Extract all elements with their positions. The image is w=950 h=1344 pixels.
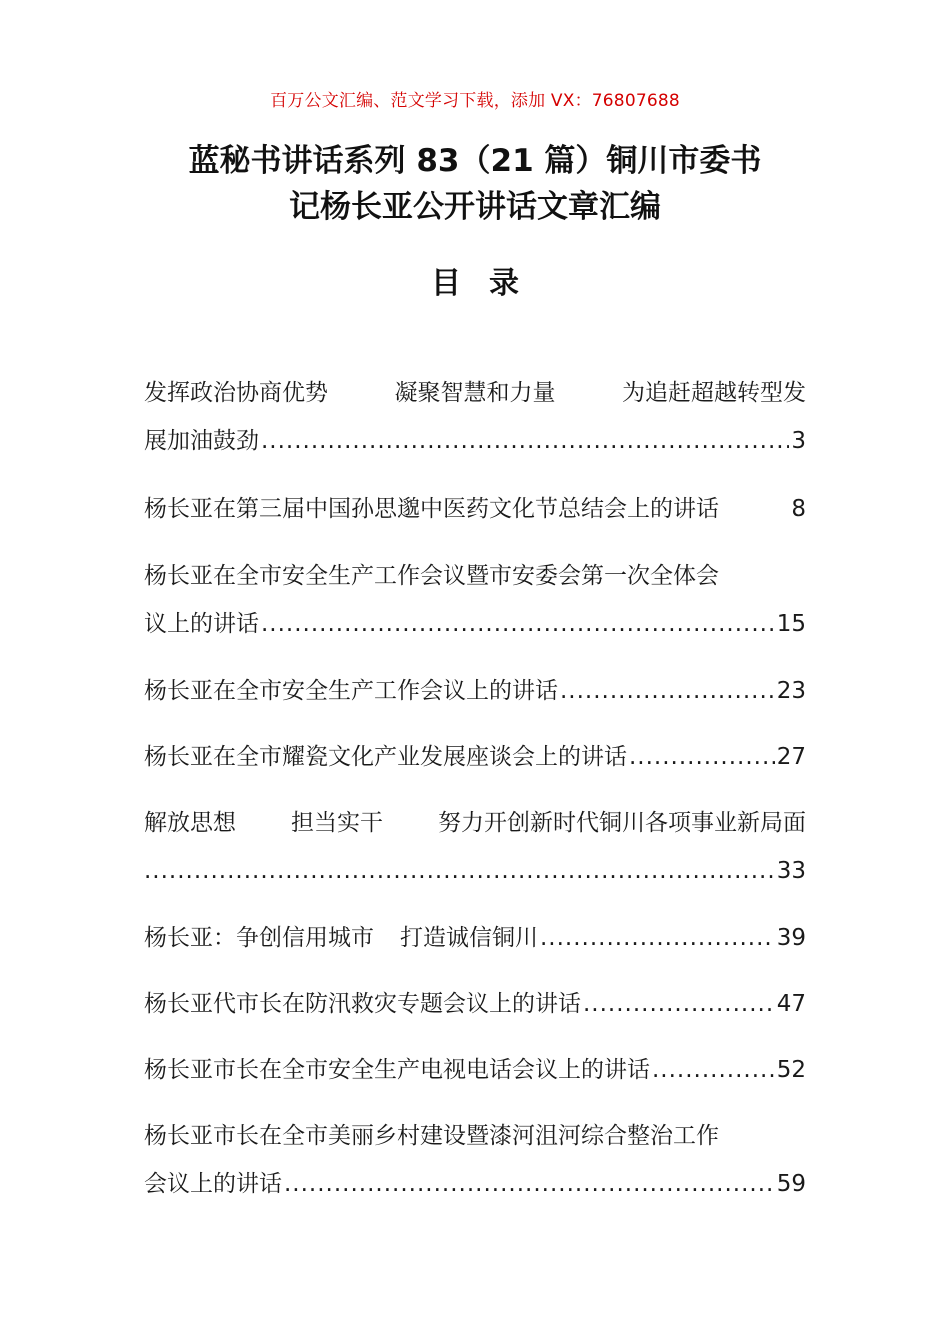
toc-entry-2-title: 杨长亚在第三届中国孙思邈中医药文化节总结会上的讲话 xyxy=(144,496,719,522)
toc-entry-1-page: 3 xyxy=(791,428,806,454)
dot-leader xyxy=(540,923,775,953)
toc-entry-1-part-1: 发挥政治协商优势 xyxy=(144,380,328,406)
toc-entry-1-part-3: 为追赶超越转型发 xyxy=(622,380,806,406)
dot-leader xyxy=(583,989,775,1019)
toc-entry-9-title: 杨长亚市长在全市安全生产电视电话会议上的讲话 xyxy=(144,1057,650,1083)
toc-entry-4[interactable] xyxy=(144,676,806,706)
toc-entry-5[interactable] xyxy=(144,742,806,772)
toc-entry-7-part-2: 打造诚信铜川 xyxy=(400,925,538,951)
dot-leader xyxy=(261,426,789,456)
toc-entry-2[interactable] xyxy=(144,494,806,524)
toc-entry-10-page: 59 xyxy=(776,1171,806,1197)
toc-entry-6-part-1: 解放思想 xyxy=(144,810,236,836)
toc-entry-9[interactable] xyxy=(144,1055,806,1085)
header-note: 百万公文汇编、范文学习下载，添加 VX：76807688 xyxy=(270,91,680,111)
toc-heading: 目录 xyxy=(431,266,547,301)
dot-leader xyxy=(144,856,775,886)
toc-entry-6-page: 33 xyxy=(776,858,806,884)
dot-leader xyxy=(560,676,775,706)
toc-entry-6-part-3: 努力开创新时代铜川各项事业新局面 xyxy=(438,810,806,836)
title-line-1: 蓝秘书讲话系列 83（21 篇）铜川市委书 xyxy=(188,143,762,179)
toc-entry-3-line2: 议上的讲话 xyxy=(144,611,259,637)
toc-entry-10-line1: 杨长亚市长在全市美丽乡村建设暨漆河沮河综合整治工作 xyxy=(144,1123,719,1149)
toc-entry-6[interactable] xyxy=(144,808,806,886)
dot-leader xyxy=(652,1055,775,1085)
toc-entry-7[interactable] xyxy=(144,923,806,953)
toc-entry-5-title: 杨长亚在全市耀瓷文化产业发展座谈会上的讲话 xyxy=(144,744,627,770)
toc-entry-1-line1 xyxy=(144,378,806,408)
toc-entry-3-line1: 杨长亚在全市安全生产工作会议暨市安委会第一次全体会 xyxy=(144,563,719,589)
toc-entry-5-page: 27 xyxy=(776,744,806,770)
toc-entry-2-page: 8 xyxy=(791,496,806,522)
document-title xyxy=(120,138,830,230)
toc-entry-4-page: 23 xyxy=(776,678,806,704)
toc-entry-10[interactable] xyxy=(144,1121,806,1199)
toc-entry-8[interactable] xyxy=(144,989,806,1019)
toc-entry-9-page: 52 xyxy=(776,1057,806,1083)
dot-leader xyxy=(261,609,775,639)
dot-leader xyxy=(629,742,775,772)
toc-entry-10-line2: 会议上的讲话 xyxy=(144,1171,282,1197)
toc-entry-4-title: 杨长亚在全市安全生产工作会议上的讲话 xyxy=(144,678,558,704)
toc-entry-6-part-2: 担当实干 xyxy=(291,810,383,836)
toc-entry-3-page: 15 xyxy=(776,611,806,637)
toc-entry-7-part-1: 杨长亚：争创信用城市 xyxy=(144,925,374,951)
toc-entry-3[interactable] xyxy=(144,561,806,639)
toc-entry-8-title: 杨长亚代市长在防汛救灾专题会议上的讲话 xyxy=(144,991,581,1017)
toc-entry-1-part-2: 凝聚智慧和力量 xyxy=(394,380,556,406)
title-line-2: 记杨长亚公开讲话文章汇编 xyxy=(289,189,661,225)
toc-entry-7-title xyxy=(144,923,538,953)
toc-entry-7-page: 39 xyxy=(776,925,806,951)
dot-leader xyxy=(284,1169,775,1199)
toc-entry-6-line1 xyxy=(144,808,806,838)
toc-entry-1[interactable] xyxy=(144,378,806,456)
toc-entry-1-line2: 展加油鼓劲 xyxy=(144,428,259,454)
toc-entry-8-page: 47 xyxy=(776,991,806,1017)
